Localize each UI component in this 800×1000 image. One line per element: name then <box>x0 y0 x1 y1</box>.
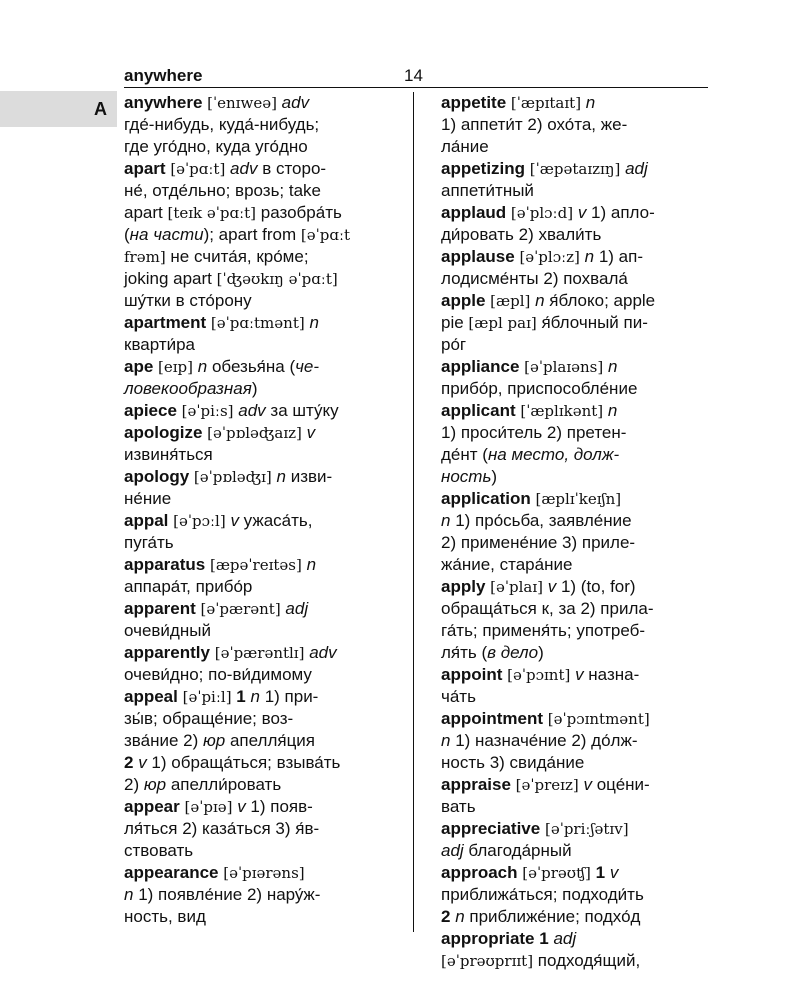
transcription: [əˈpærəntlɪ] <box>214 644 305 662</box>
entry-line <box>441 334 731 356</box>
entry-line <box>441 224 731 246</box>
definition-text: ча́ть <box>441 687 476 706</box>
left-column <box>124 92 414 928</box>
grammar-label: n <box>124 885 134 904</box>
entry-line <box>441 114 731 136</box>
headword: apology <box>124 467 190 486</box>
grammar-label: на части <box>129 225 204 244</box>
transcription: [əˈplɔːz] <box>519 248 580 266</box>
headword: appearance <box>124 863 219 882</box>
grammar-label: adv <box>309 643 337 662</box>
headword: appreciative <box>441 819 541 838</box>
entry-line <box>441 202 731 224</box>
grammar-label: adj <box>553 929 577 948</box>
definition-text: ди́ровать 2) хвали́ть <box>441 225 602 244</box>
sense-number: 1 <box>236 687 246 706</box>
definition-text: 1) появ- <box>245 797 313 816</box>
entry-line <box>441 950 731 972</box>
transcription: [əˈpɔɪntmənt] <box>547 710 650 728</box>
definition-text: 1) аппети́т 2) охо́та, же- <box>441 115 628 134</box>
entry-line <box>441 686 731 708</box>
definition-text: 1) при- <box>259 687 319 706</box>
definition-text: ); apart from <box>203 225 301 244</box>
entry-line <box>441 752 731 774</box>
entry-line <box>124 686 414 708</box>
definition-text: 2) <box>124 775 144 794</box>
definition-text: не́, отде́льно; врозь; take <box>124 181 322 200</box>
entry-line <box>441 92 731 114</box>
headword: appointment <box>441 709 543 728</box>
headword: appal <box>124 511 169 530</box>
entry-line <box>441 268 731 290</box>
entry-line <box>441 818 731 840</box>
grammar-label: v <box>583 775 592 794</box>
entry-line <box>441 906 731 928</box>
definition-text: оце́ни- <box>591 775 650 794</box>
definition-text: 1) ап- <box>594 247 643 266</box>
headword: apple <box>441 291 486 310</box>
entry-line <box>441 928 731 950</box>
transcription: [əˈpɔːl] <box>173 512 226 530</box>
transcription: [əˈplɔːd] <box>510 204 574 222</box>
definition-text: ( <box>124 225 130 244</box>
transcription: [ˈenɪweə] <box>207 94 277 112</box>
definition-text: где уго́дно, куда уго́дно <box>124 137 308 156</box>
definition-text: в сторо- <box>257 159 327 178</box>
transcription: [əˈprəʊprɪɪt] <box>441 952 534 970</box>
definition-text: приближа́ться; подходи́ть <box>441 885 644 904</box>
grammar-label: n <box>276 467 286 486</box>
thumb-index-tab <box>0 91 117 127</box>
transcription: [æplɪˈkeɪʃn] <box>535 490 622 508</box>
entry-line <box>124 642 414 664</box>
definition-text: ла́ние <box>441 137 489 156</box>
entry-line <box>124 532 414 554</box>
definition-text: 1) (to, for) <box>556 577 636 596</box>
entry-line <box>124 576 414 598</box>
grammar-label: в дело <box>487 643 539 662</box>
definition-text: пуга́ть <box>124 533 174 552</box>
definition-text: кварти́ра <box>124 335 196 354</box>
grammar-label: n <box>535 291 545 310</box>
entry-line <box>441 664 731 686</box>
entry-line <box>441 444 731 466</box>
entry-line <box>124 224 414 246</box>
page-number: 14 <box>404 66 423 85</box>
grammar-label: n <box>306 555 317 574</box>
definition-text: где́-нибудь, куда́-нибудь; <box>124 115 320 134</box>
grammar-label: n <box>607 401 618 420</box>
transcription: [əˈplaɪ] <box>490 578 543 596</box>
entry-line <box>124 840 414 862</box>
headword: appeal <box>124 687 178 706</box>
definition-text: благода́рный <box>463 841 572 860</box>
definition-text: ) <box>538 643 544 662</box>
entry-line <box>441 796 731 818</box>
entry-line <box>124 708 414 730</box>
grammar-label: adv <box>230 159 258 178</box>
definition-text: апелля́ция <box>225 731 316 750</box>
definition-text: вать <box>441 797 476 816</box>
headword: apartment <box>124 313 207 332</box>
running-head-guide-word: anywhere <box>124 66 203 85</box>
transcription: [əˈpɔɪnt] <box>507 666 571 684</box>
transcription: [əˈpɒləʤɪ] <box>193 468 272 486</box>
definition-text: joking apart <box>124 269 217 288</box>
transcription: [əˈplaɪəns] <box>524 358 604 376</box>
headword: applaud <box>441 203 507 222</box>
transcription: [əˈpɑːt <box>300 226 351 244</box>
entry-line <box>124 356 414 378</box>
entry-line <box>124 752 414 774</box>
entry-line <box>441 862 731 884</box>
definition-text: apart <box>124 203 168 222</box>
transcription: [ˈæpɪtaɪt] <box>510 94 582 112</box>
grammar-label: n <box>441 511 451 530</box>
grammar-label: n <box>309 313 319 332</box>
headword: appoint <box>441 665 503 684</box>
headword: appropriate <box>441 929 535 948</box>
definition-text: ность, вид <box>124 907 206 926</box>
definition-text: ро́г <box>441 335 467 354</box>
definition-text: ужаса́ть, <box>238 511 313 530</box>
definition-text: очеви́дный <box>124 621 211 640</box>
transcription: [ˈæpətaɪzɪŋ] <box>529 160 621 178</box>
entry-line <box>124 488 414 510</box>
transcription: [əˈpærənt] <box>200 600 281 618</box>
headword: apart <box>124 159 166 178</box>
grammar-label: n <box>441 731 451 750</box>
definition-text: 2) примене́ние 3) приле- <box>441 533 636 552</box>
grammar-label: n <box>197 357 208 376</box>
transcription: [əˈpiːs] <box>181 402 234 420</box>
sense-number: 1 <box>539 929 549 948</box>
headword: appear <box>124 797 180 816</box>
headword: anywhere <box>124 93 203 112</box>
grammar-label: adv <box>238 401 266 420</box>
entry-line <box>441 158 731 180</box>
entry-line <box>124 774 414 796</box>
grammar-label: на место, долж- <box>487 445 620 464</box>
grammar-label: n <box>584 247 595 266</box>
entry-line <box>124 290 414 312</box>
grammar-label: adj <box>625 159 648 178</box>
entry-line <box>441 136 731 158</box>
sense-number: 2 <box>441 907 451 926</box>
entry-line <box>441 356 731 378</box>
definition-text: ствовать <box>124 841 194 860</box>
definition-text: не́ние <box>124 489 172 508</box>
headword: applicant <box>441 401 516 420</box>
entry-line <box>441 400 731 422</box>
thumb-index-letter: A <box>94 99 107 119</box>
entry-line <box>124 796 414 818</box>
definition-text: га́ть; применя́ть; употреб- <box>441 621 646 640</box>
headword: apparently <box>124 643 210 662</box>
transcription: [əˈpreɪz] <box>515 776 579 794</box>
entry-line <box>441 774 731 796</box>
definition-text: подходя́щий, <box>533 951 641 970</box>
transcription: [əˈpɑːtmənt] <box>210 314 305 332</box>
entry-line <box>441 554 731 576</box>
grammar-label: v <box>237 797 246 816</box>
grammar-label: n <box>250 687 260 706</box>
entry-line <box>441 378 731 400</box>
entry-line <box>124 444 414 466</box>
entry-line <box>441 708 731 730</box>
definition-text: шу́тки в сто́рону <box>124 291 252 310</box>
grammar-label: v <box>575 665 584 684</box>
grammar-label: v <box>230 511 239 530</box>
definition-text: обезья́на ( <box>207 357 296 376</box>
entry-line <box>441 642 731 664</box>
grammar-label: adv <box>281 93 310 112</box>
transcription: [əˈpiːl] <box>182 688 232 706</box>
transcription: [æpl] <box>490 292 531 310</box>
entry-line <box>441 620 731 642</box>
transcription: [əˈpɒləʤaɪz] <box>207 424 302 442</box>
definition-text: зва́ние 2) <box>124 731 203 750</box>
entry-line <box>441 488 731 510</box>
entry-line <box>441 840 731 862</box>
entry-line <box>124 158 414 180</box>
headword: apparent <box>124 599 196 618</box>
headword: appliance <box>441 357 520 376</box>
entry-line <box>124 400 414 422</box>
definition-text: 1) обраща́ться; взыва́ть <box>146 753 341 772</box>
transcription: [teɪk əˈpɑːt] <box>167 204 257 222</box>
entry-line <box>441 510 731 532</box>
entry-line <box>441 598 731 620</box>
definition-text: pie <box>441 313 469 332</box>
entry-line <box>441 290 731 312</box>
grammar-label: v <box>609 863 619 882</box>
entry-line <box>441 532 731 554</box>
transcription: [əˈpɪərəns] <box>223 864 305 882</box>
definition-text: лодисме́нты 2) похвала́ <box>441 269 628 288</box>
headword: apply <box>441 577 486 596</box>
definition-text: де́нт ( <box>441 445 488 464</box>
transcription: [æpəˈreɪtəs] <box>209 556 302 574</box>
entry-line <box>124 422 414 444</box>
grammar-label: n <box>455 907 465 926</box>
grammar-label: adj <box>441 841 464 860</box>
headword: appetizing <box>441 159 526 178</box>
entry-line <box>124 730 414 752</box>
definition-text: 1) появле́ние 2) нару́ж- <box>133 885 321 904</box>
grammar-label: v <box>547 577 557 596</box>
grammar-label: v <box>577 203 587 222</box>
definition-text: назна- <box>583 665 640 684</box>
sense-number: 1 <box>595 863 606 882</box>
entry-line <box>124 246 414 268</box>
definition-text: извиня́ться <box>124 445 213 464</box>
entry-line <box>441 422 731 444</box>
headword: application <box>441 489 531 508</box>
transcription: [əˈpriːʃətɪv] <box>544 820 629 838</box>
entry-line <box>124 554 414 576</box>
entry-line <box>124 664 414 686</box>
entry-line <box>124 268 414 290</box>
definition-text: я́блоко; apple <box>544 291 656 310</box>
definition-text: обраща́ться к, за 2) прила- <box>441 599 654 618</box>
entry-line <box>124 818 414 840</box>
grammar-label: ность <box>441 467 492 486</box>
entry-line <box>124 92 414 114</box>
headword: appetite <box>441 93 507 112</box>
headword: ape <box>124 357 154 376</box>
transcription: [æpl paɪ] <box>468 314 537 332</box>
grammar-label: v <box>138 753 147 772</box>
definition-text: не счита́я, кро́ме; <box>165 247 309 266</box>
definition-text: ность 3) свида́ние <box>441 753 585 772</box>
definition-text: ля́ть ( <box>441 643 488 662</box>
entry-line <box>124 466 414 488</box>
sense-number: 2 <box>124 753 134 772</box>
definition-text: изви- <box>286 467 333 486</box>
entry-line <box>124 884 414 906</box>
entry-line <box>441 730 731 752</box>
definition-text: жа́ние, стара́ние <box>441 555 573 574</box>
right-column <box>441 92 731 972</box>
header-rule <box>124 87 708 88</box>
transcription: [əˈprəʊʧ] <box>522 864 591 882</box>
definition-text: за шту́ку <box>265 401 339 420</box>
grammar-label: adj <box>285 599 309 618</box>
entry-line <box>124 378 414 400</box>
headword: apiece <box>124 401 177 420</box>
grammar-label: че- <box>295 357 320 376</box>
transcription: [ˈʤəʊkɪŋ əˈpɑːt] <box>216 270 338 288</box>
headword: approach <box>441 863 518 882</box>
entry-line <box>124 598 414 620</box>
definition-text: разобра́ть <box>256 203 342 222</box>
grammar-label: юр <box>203 731 226 750</box>
grammar-label: n <box>585 93 596 112</box>
grammar-label: юр <box>143 775 167 794</box>
headword: applause <box>441 247 515 266</box>
definition-text: я́блочный пи- <box>536 313 648 332</box>
transcription: frəm] <box>124 248 166 266</box>
grammar-label: v <box>306 423 316 442</box>
entry-line <box>441 466 731 488</box>
grammar-label: n <box>607 357 618 376</box>
entry-line <box>441 312 731 334</box>
entry-line <box>124 180 414 202</box>
grammar-label: ловекообразная <box>124 379 252 398</box>
headword: appraise <box>441 775 511 794</box>
definition-text: 1) апло- <box>586 203 655 222</box>
definition-text: аппара́т, прибо́р <box>124 577 253 596</box>
definition-text: 1) проси́тель 2) претен- <box>441 423 627 442</box>
definition-text: приближе́ние; подхо́д <box>464 907 641 926</box>
entry-line <box>441 884 731 906</box>
entry-line <box>124 510 414 532</box>
definition-text: аппети́тный <box>441 181 534 200</box>
transcription: [əˈpɑːt] <box>170 160 226 178</box>
transcription: [eɪp] <box>158 358 194 376</box>
entry-line <box>124 114 414 136</box>
entry-line <box>441 576 731 598</box>
entry-line <box>441 246 731 268</box>
definition-text: апелли́ровать <box>166 775 282 794</box>
definition-text: 1) назначе́ние 2) до́лж- <box>450 731 638 750</box>
entry-line <box>124 312 414 334</box>
entry-line <box>124 620 414 642</box>
entry-line <box>124 334 414 356</box>
entry-line <box>124 202 414 224</box>
definition-text: 1) про́сьба, заявле́ние <box>450 511 632 530</box>
definition-text: ) <box>251 379 258 398</box>
entry-line <box>124 862 414 884</box>
definition-text: прибо́р, приспособле́ние <box>441 379 638 398</box>
transcription: [ˈæplɪkənt] <box>520 402 604 420</box>
entry-line <box>441 180 731 202</box>
entry-line <box>124 136 414 158</box>
entry-line <box>124 906 414 928</box>
transcription: [əˈpɪə] <box>184 798 233 816</box>
definition-text: очеви́дно; по-ви́димому <box>124 665 312 684</box>
definition-text: ) <box>491 467 498 486</box>
definition-text: зы́в; обраще́ние; воз- <box>124 709 294 728</box>
headword: apologize <box>124 423 203 442</box>
definition-text: ля́ться 2) каза́ться 3) я́в- <box>124 819 320 838</box>
headword: apparatus <box>124 555 206 574</box>
